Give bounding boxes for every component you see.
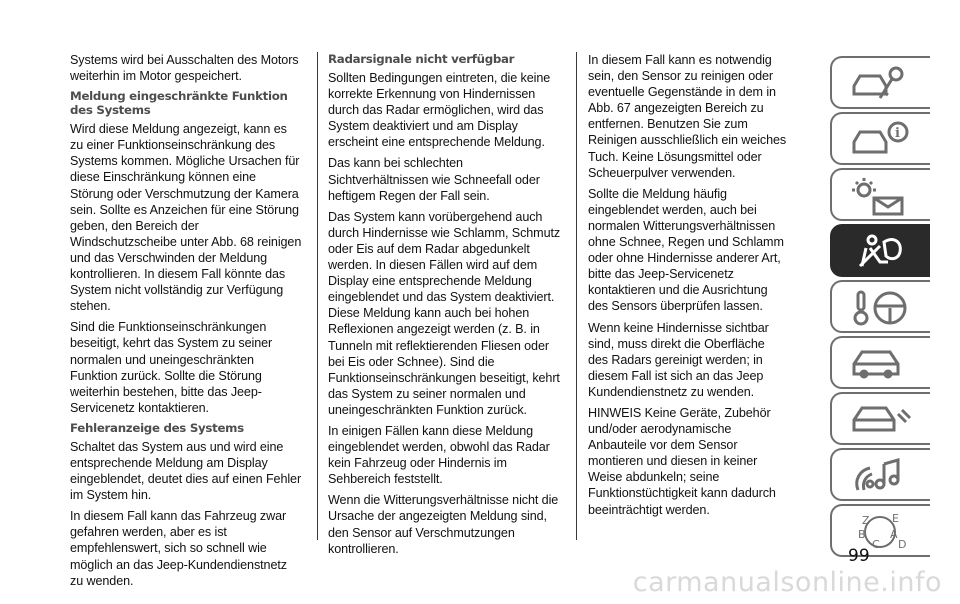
index-letter: Z (862, 514, 870, 527)
chapter-tab-multimedia[interactable] (830, 448, 930, 501)
svg-text:i: i (895, 126, 900, 141)
chapter-tab-vehicle-knowledge[interactable] (830, 56, 930, 109)
chapter-tab-safety[interactable] (830, 224, 930, 277)
paragraph: Sind die Funktionseinschränkungen beseitigt, kehrt das System zu seiner normalen und uneingeschränkten Funktion zurück. Sollte die Störung weiterhin bestehen, bitte das Jeep-Servicenetz kontaktieren. (70, 320, 273, 415)
warning-lights-message-icon (850, 176, 914, 216)
paragraph: Wird diese Meldung angezeigt, kann es zu einer Funktionseinschränkung des Systems kommen. Mögliche Ursachen für diese Einschränkung können eine Störung oder Verschmutzung der Kamera sein. Sollte es Anzeichen für eine Störung geben, den Bereich der Windschutzscheibe unter Abb. 68 reinigen und das Verschwinden der Meldung kontrollieren. In diesem Fall könnte das System nicht vollständig zur Verfügung stehen. (70, 122, 302, 314)
paragraph: In diesem Fall kann das Fahrzeug zwar gefahren werden, aber es ist empfehlenswert, sich so schnell wie möglich an das Jeep-Kundendienstnetz zu wenden. (70, 509, 287, 588)
multimedia-icon (850, 456, 914, 496)
paragraph: In diesem Fall kann es notwendig sein, den Sensor zu reinigen oder eventuelle Gegenstände in dem in Abb. 67 angezeigten Bereich zu entfernen. Benutzen Sie zum Reinigen ausschließlich ein weiches Tuch. Keine Lösungsmittel oder Scheuerpulver verwenden. (588, 53, 787, 180)
chapter-tab-index[interactable] (830, 504, 930, 557)
starting-driving-icon (850, 288, 914, 328)
section-heading: Radarsignale nicht verfügbar (328, 52, 515, 66)
column-divider (317, 52, 318, 540)
text-column-1 (70, 52, 302, 594)
paragraph: Das System kann vorübergehend auch durch Hindernisse wie Schlamm, Schmutz oder Eis auf dem Radar abgedunkelt werden. In diesen Fällen wird auf dem Display eine entsprechende Meldung eingeblendet und das System deaktiviert. Diese Meldung kann auch bei hohen Reflexionen angezeigt werden (z. B. in Tunneln mit reflektierenden Fliesen oder bei Eis oder Schnee). Sind die Funktionseinschränkungen beseitigt, kehrt das System zu seiner normalen und uneingeschränkten Funktion zurück. (328, 209, 561, 417)
chapter-tab-starting-driving[interactable] (830, 280, 930, 333)
index-letter: D (898, 538, 907, 551)
index-letter: A (890, 528, 898, 541)
paragraph: Schaltet das System aus und wird eine entsprechende Meldung am Display eingeblendet, deutet dies auf einen Fehler im System hin. (70, 439, 302, 503)
watermark: carmanualsonline.info (632, 567, 942, 598)
paragraph: Wenn keine Hindernisse sichtbar sind, muss direkt die Oberfläche des Radars gereinigt werden; in diesem Fall ist sich an das Jeep Kundendienstnetz zu wenden. (588, 320, 769, 399)
car-key-icon (850, 64, 914, 104)
chapter-tab-dashboard[interactable] (830, 112, 930, 165)
paragraph: Systems wird bei Ausschalten des Motors weiterhin im Motor gespeichert. (70, 53, 299, 84)
text-column-2 (328, 52, 564, 562)
paragraph: Wenn die Witterungsverhältnisse nicht die Ursache der angezeigten Meldung sind, den Sensor auf Verschmutzungen kontrollieren. (328, 493, 559, 556)
safety-airbag-icon (850, 232, 914, 272)
paragraph: Das kann bei schlechten Sichtverhältnissen wie Schneefall oder heftigem Regen der Fall sein. (328, 156, 540, 203)
section-heading: Fehleranzeige des Systems (70, 420, 244, 435)
index-letter: B (858, 528, 866, 541)
chapter-tab-maintenance[interactable] (830, 392, 930, 445)
index-letter: C (872, 538, 880, 551)
column-divider (576, 52, 577, 540)
page-number: 99 (848, 546, 870, 566)
chapter-tab-warning-lights[interactable] (830, 168, 930, 221)
car-info-icon (850, 120, 914, 160)
paragraph: In einigen Fällen kann diese Meldung eingeblendet werden, obwohl das Radar kein Fahrzeug oder Hindernis im Sehbereich feststellt. (328, 423, 550, 487)
index-letter: E (892, 512, 899, 525)
car-breakdown-icon (850, 400, 914, 440)
chapter-tab-emergency[interactable] (830, 336, 930, 389)
car-wrench-icon (850, 344, 914, 384)
section-heading: Meldung eingeschränkte Funktion des Systems (70, 89, 288, 118)
paragraph: Sollten Bedingungen eintreten, die keine korrekte Erkennung von Hindernissen durch das Radar ermöglichen, wird das System deaktiviert und am Display erscheint eine entsprechende Meldung. (328, 71, 551, 150)
paragraph: HINWEIS Keine Geräte, Zubehör und/oder aerodynamische Anbauteile vor dem Sensor montieren und diesen in keiner Weise abdunkeln; seine Funktionstüchtigkeit kann dadurch beeinträchtigt werden. (588, 405, 776, 517)
text-column-3 (588, 52, 788, 523)
paragraph: Sollte die Meldung häufig eingeblendet werden, auch bei normalen Witterungsverhältnissen ohne Schnee, Regen und Schlamm oder ohne Hindernisse anderer Art, bitte das Jeep-Servicenetz kontaktieren und die Ausrichtung des Sensors überprüfen lassen. (588, 186, 784, 314)
